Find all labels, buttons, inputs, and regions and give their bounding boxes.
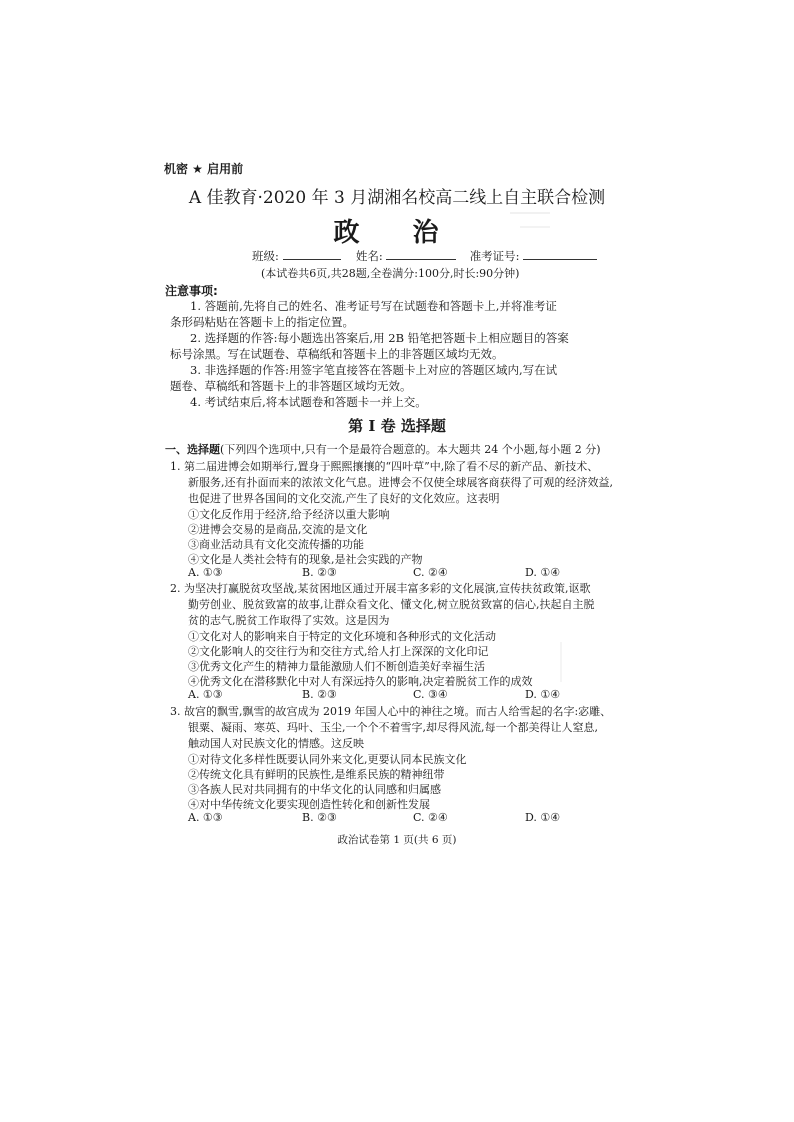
question-3-item: ②传统文化具有鲜明的民族性,是维系民族的精神纽带	[188, 768, 445, 781]
question-3-item: ③各族人民对共同拥有的中华文化的认同感和归属感	[188, 783, 441, 796]
question-1-item: ①文化反作用于经济,给予经济以重大影响	[188, 508, 390, 521]
exam-title: A 佳教育·2020 年 3 月湖湘名校高二线上自主联合检测	[188, 188, 606, 208]
notice-line: 4. 考试结束后,将本试题卷和答题卡一并上交。	[190, 395, 427, 409]
section-rule: (下列四个选项中,只有一个是最符合题意的。本大题共 24 个小题,每小题 2 分)	[220, 443, 601, 456]
part-one-title: 第 I 卷 选择题	[348, 417, 446, 435]
question-1-stem: 1. 第二届进博会如期举行,置身于熙熙攘攘的“四叶草”中,除了看不尽的新产品、新技术、	[170, 460, 599, 473]
question-2-stem: 勤劳创业、脱贫致富的故事,让群众看文化、懂文化,树立脱贫致富的信心,扶起自主脱	[188, 598, 595, 611]
question-2-item: ②文化影响人的交往行为和交往方式,给人打上深深的文化印记	[188, 645, 489, 658]
question-2-option-b: B. ②③	[302, 688, 337, 701]
question-3-stem: 银粟、凝雨、寒英、玛叶、玉尘,一个个不着雪字,却尽得风流,每一个都美得让人窒息,	[188, 721, 598, 734]
question-2-option-a: A. ①③	[188, 688, 223, 701]
question-3-option-b: B. ②③	[302, 811, 337, 824]
notice-line: 1. 答题前,先将自己的姓名、准考证号写在试题卷和答题卡上,并将准考证	[190, 299, 557, 313]
question-3-item: ④对中华传统文化要实现创造性转化和创新性发展	[188, 798, 430, 811]
name-label: 姓名:	[355, 249, 383, 263]
notice-line: 题卷、草稿纸和答题卡上的非答题区域均无效。	[170, 379, 412, 393]
question-1-item: ③商业活动具有文化交流传播的功能	[188, 538, 364, 551]
question-3-item: ①对待文化多样性既要认同外来文化,更要认同本民族文化	[188, 753, 467, 766]
class-label: 班级:	[252, 249, 279, 263]
scan-artifact	[520, 226, 550, 228]
question-2-option-d: D. ①④	[525, 688, 561, 701]
question-3-stem: 触动国人对民族文化的情感。这反映	[188, 737, 364, 750]
question-3-stem: 3. 故宫的飘雪,飘雪的故宫成为 2019 年国人心中的神往之境。而古人给雪起的名字:宓雕、	[170, 705, 612, 718]
question-2-option-c: C. ③④	[413, 688, 448, 701]
candidate-info-line	[252, 248, 597, 264]
notice-heading: 注意事项:	[165, 284, 218, 298]
section-heading	[165, 441, 601, 457]
page-footer: 政治试卷第 1 页(共 6 页)	[337, 834, 457, 846]
id-blank	[523, 248, 597, 260]
name-blank	[386, 248, 456, 260]
notice-line: 3. 非选择题的作答:用签字笔直接答在答题卡上对应的答题区域内,写在试	[190, 363, 558, 377]
notice-line: 2. 选择题的作答:每小题选出答案后,用 2B 铅笔把答题卡上相应题目的答案	[190, 331, 569, 345]
id-label: 准考证号:	[469, 249, 520, 263]
question-1-option-c: C. ②④	[413, 566, 448, 579]
question-2-stem: 贫的志气,脱贫工作取得了实效。这是因为	[188, 614, 390, 627]
question-1-stem: 新服务,还有扑面而来的浓浓文化气息。进博会不仅使全球展客商获得了可观的经济效益,	[188, 476, 613, 489]
question-3-option-a: A. ①③	[188, 811, 223, 824]
question-3-option-d: D. ①④	[525, 811, 561, 824]
question-3-option-c: C. ②④	[413, 811, 448, 824]
notice-line: 标号涂黑。写在试题卷、草稿纸和答题卡上的非答题区域均无效。	[170, 347, 504, 361]
question-2-item: ③优秀文化产生的精神力量能激励人们不断创造美好幸福生活	[188, 660, 485, 673]
section-label: 一、选择题	[165, 443, 220, 456]
question-1-item: ②进博会交易的是商品,交流的是文化	[188, 523, 368, 536]
question-2-item: ①文化对人的影响来自于特定的文化环境和各种形式的文化活动	[188, 630, 496, 643]
subject-title: 政 治	[333, 218, 461, 248]
scan-artifact	[510, 212, 550, 214]
question-1-item: ④文化是人类社会特有的现象,是社会实践的产物	[188, 553, 423, 566]
notice-line: 条形码粘贴在答题卡上的指定位置。	[170, 315, 354, 329]
question-1-option-a: A. ①③	[188, 566, 223, 579]
scan-artifact	[560, 642, 562, 682]
question-2-item: ④优秀文化在潜移默化中对人有深远持久的影响,决定着脱贫工作的成效	[188, 675, 533, 688]
confidential-label: 机密 ★ 启用前	[164, 162, 244, 176]
question-1-stem: 也促进了世界各国间的文化交流,产生了良好的文化效应。这表明	[188, 492, 500, 505]
class-blank	[283, 248, 341, 260]
question-2-stem: 2. 为坚决打赢脱贫攻坚战,某贫困地区通过开展丰富多彩的文化展演,宣传扶贫政策,讴歌	[170, 582, 591, 595]
exam-note: (本试卷共6页,共28题,全卷满分:100分,时长:90分钟)	[261, 267, 520, 280]
question-1-option-b: B. ②③	[302, 566, 337, 579]
question-1-option-d: D. ①④	[525, 566, 561, 579]
